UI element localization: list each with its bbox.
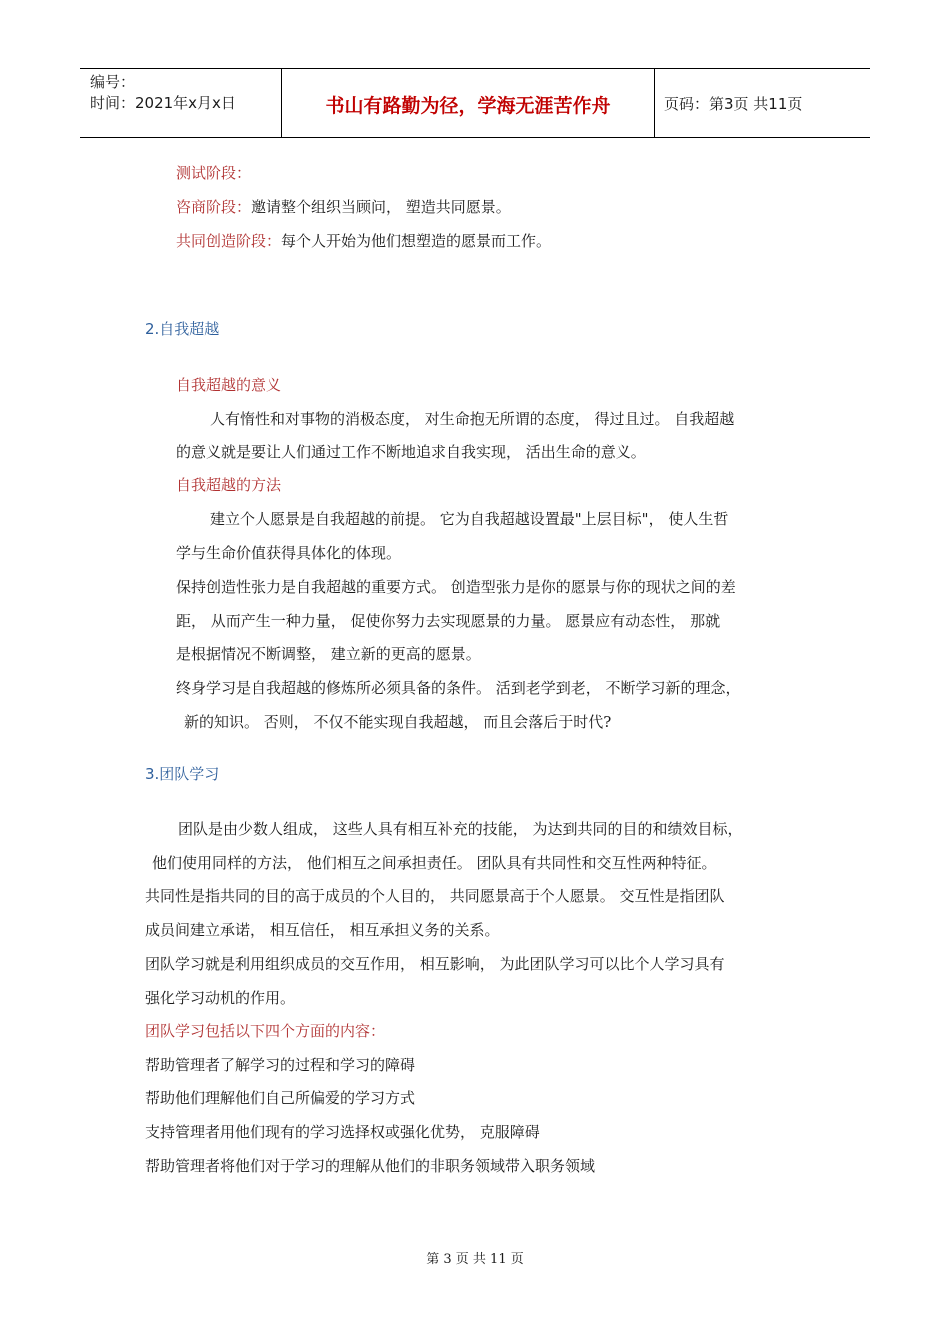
list-title: 团队学习包括以下四个方面的内容： [145,1022,386,1040]
page-footer: 第 3 页 共 11 页 [426,1252,524,1267]
paragraph-line: 建立个人愿景是自我超越的前提。 它为自我超越设置最"上层目标"， 使人生哲 [210,510,729,528]
list-item: 帮助管理者了解学习的过程和学习的障碍 [145,1056,416,1074]
paragraph-line: 成员间建立承诺， 相互信任， 相互承担义务的关系。 [145,921,500,939]
paragraph-line: 他们使用同样的方法， 他们相互之间承担责任。 团队具有共同性和交互性两种特征。 [152,854,717,872]
stage-cocreate-text: 每个人开始为他们想塑造的愿景而工作。 [281,232,552,250]
stage-consult-text: 邀请整个组织当顾问， 塑造共同愿景。 [251,198,511,216]
paragraph-line: 终身学习是自我超越的修炼所必须具备的条件。 活到老学到老， 不断学习新的理念， [176,679,741,697]
subheading-method: 自我超越的方法 [176,476,282,494]
header-date: 时间：2021年x月x日 [90,94,236,112]
header-divider [654,69,655,137]
paragraph-line: 共同性是指共同的目的高于成员的个人目的， 共同愿景高于个人愿景。 交互性是指团队 [145,887,725,905]
paragraph-line: 保持创造性张力是自我超越的重要方式。 创造型张力是你的愿景与你的现状之间的差 [176,578,736,596]
header-left [90,72,236,114]
paragraph-line: 人有惰性和对事物的消极态度， 对生命抱无所谓的态度， 得过且过。 自我超越 [210,410,735,428]
subheading-meaning: 自我超越的意义 [176,376,282,394]
paragraph-line: 新的知识。 否则， 不仅不能实现自我超越， 而且会落后于时代? [184,713,612,731]
header-number: 编号： [90,73,136,91]
stage-cocreate-label: 共同创造阶段： [176,232,282,250]
paragraph-line: 强化学习动机的作用。 [145,989,296,1007]
list-item: 帮助管理者将他们对于学习的理解从他们的非职务领域带入职务领域 [145,1157,596,1175]
section-heading-team-learning: 3.团队学习 [145,765,220,783]
header-motto: 书山有路勤为径，学海无涯苦作舟 [325,95,611,117]
stage-consult-label: 咨商阶段： [176,198,252,216]
header-page-number: 页码：第3页 共11页 [664,95,803,113]
paragraph-line: 团队学习就是利用组织成员的交互作用， 相互影响， 为此团队学习可以比个人学习具有 [145,955,725,973]
stage-test-label: 测试阶段： [176,164,252,182]
page-header [80,68,870,138]
list-item: 支持管理者用他们现有的学习选择权或强化优势， 克服障碍 [145,1123,540,1141]
paragraph-line: 的意义就是要让人们通过工作不断地追求自我实现， 活出生命的意义。 [176,443,646,461]
paragraph-line: 是根据情况不断调整， 建立新的更高的愿景。 [176,645,481,663]
paragraph-line: 团队是由少数人组成， 这些人具有相互补充的技能， 为达到共同的目的和绩效目标， [178,820,743,838]
list-item: 帮助他们理解他们自己所偏爱的学习方式 [145,1089,416,1107]
section-heading-self-mastery: 2.自我超越 [145,320,220,338]
paragraph-line: 学与生命价值获得具体化的体现。 [176,544,402,562]
paragraph-line: 距， 从而产生一种力量， 促使你努力去实现愿景的力量。 愿景应有动态性， 那就 [176,612,721,630]
stage-consult [176,196,511,217]
stage-cocreate [176,230,551,251]
